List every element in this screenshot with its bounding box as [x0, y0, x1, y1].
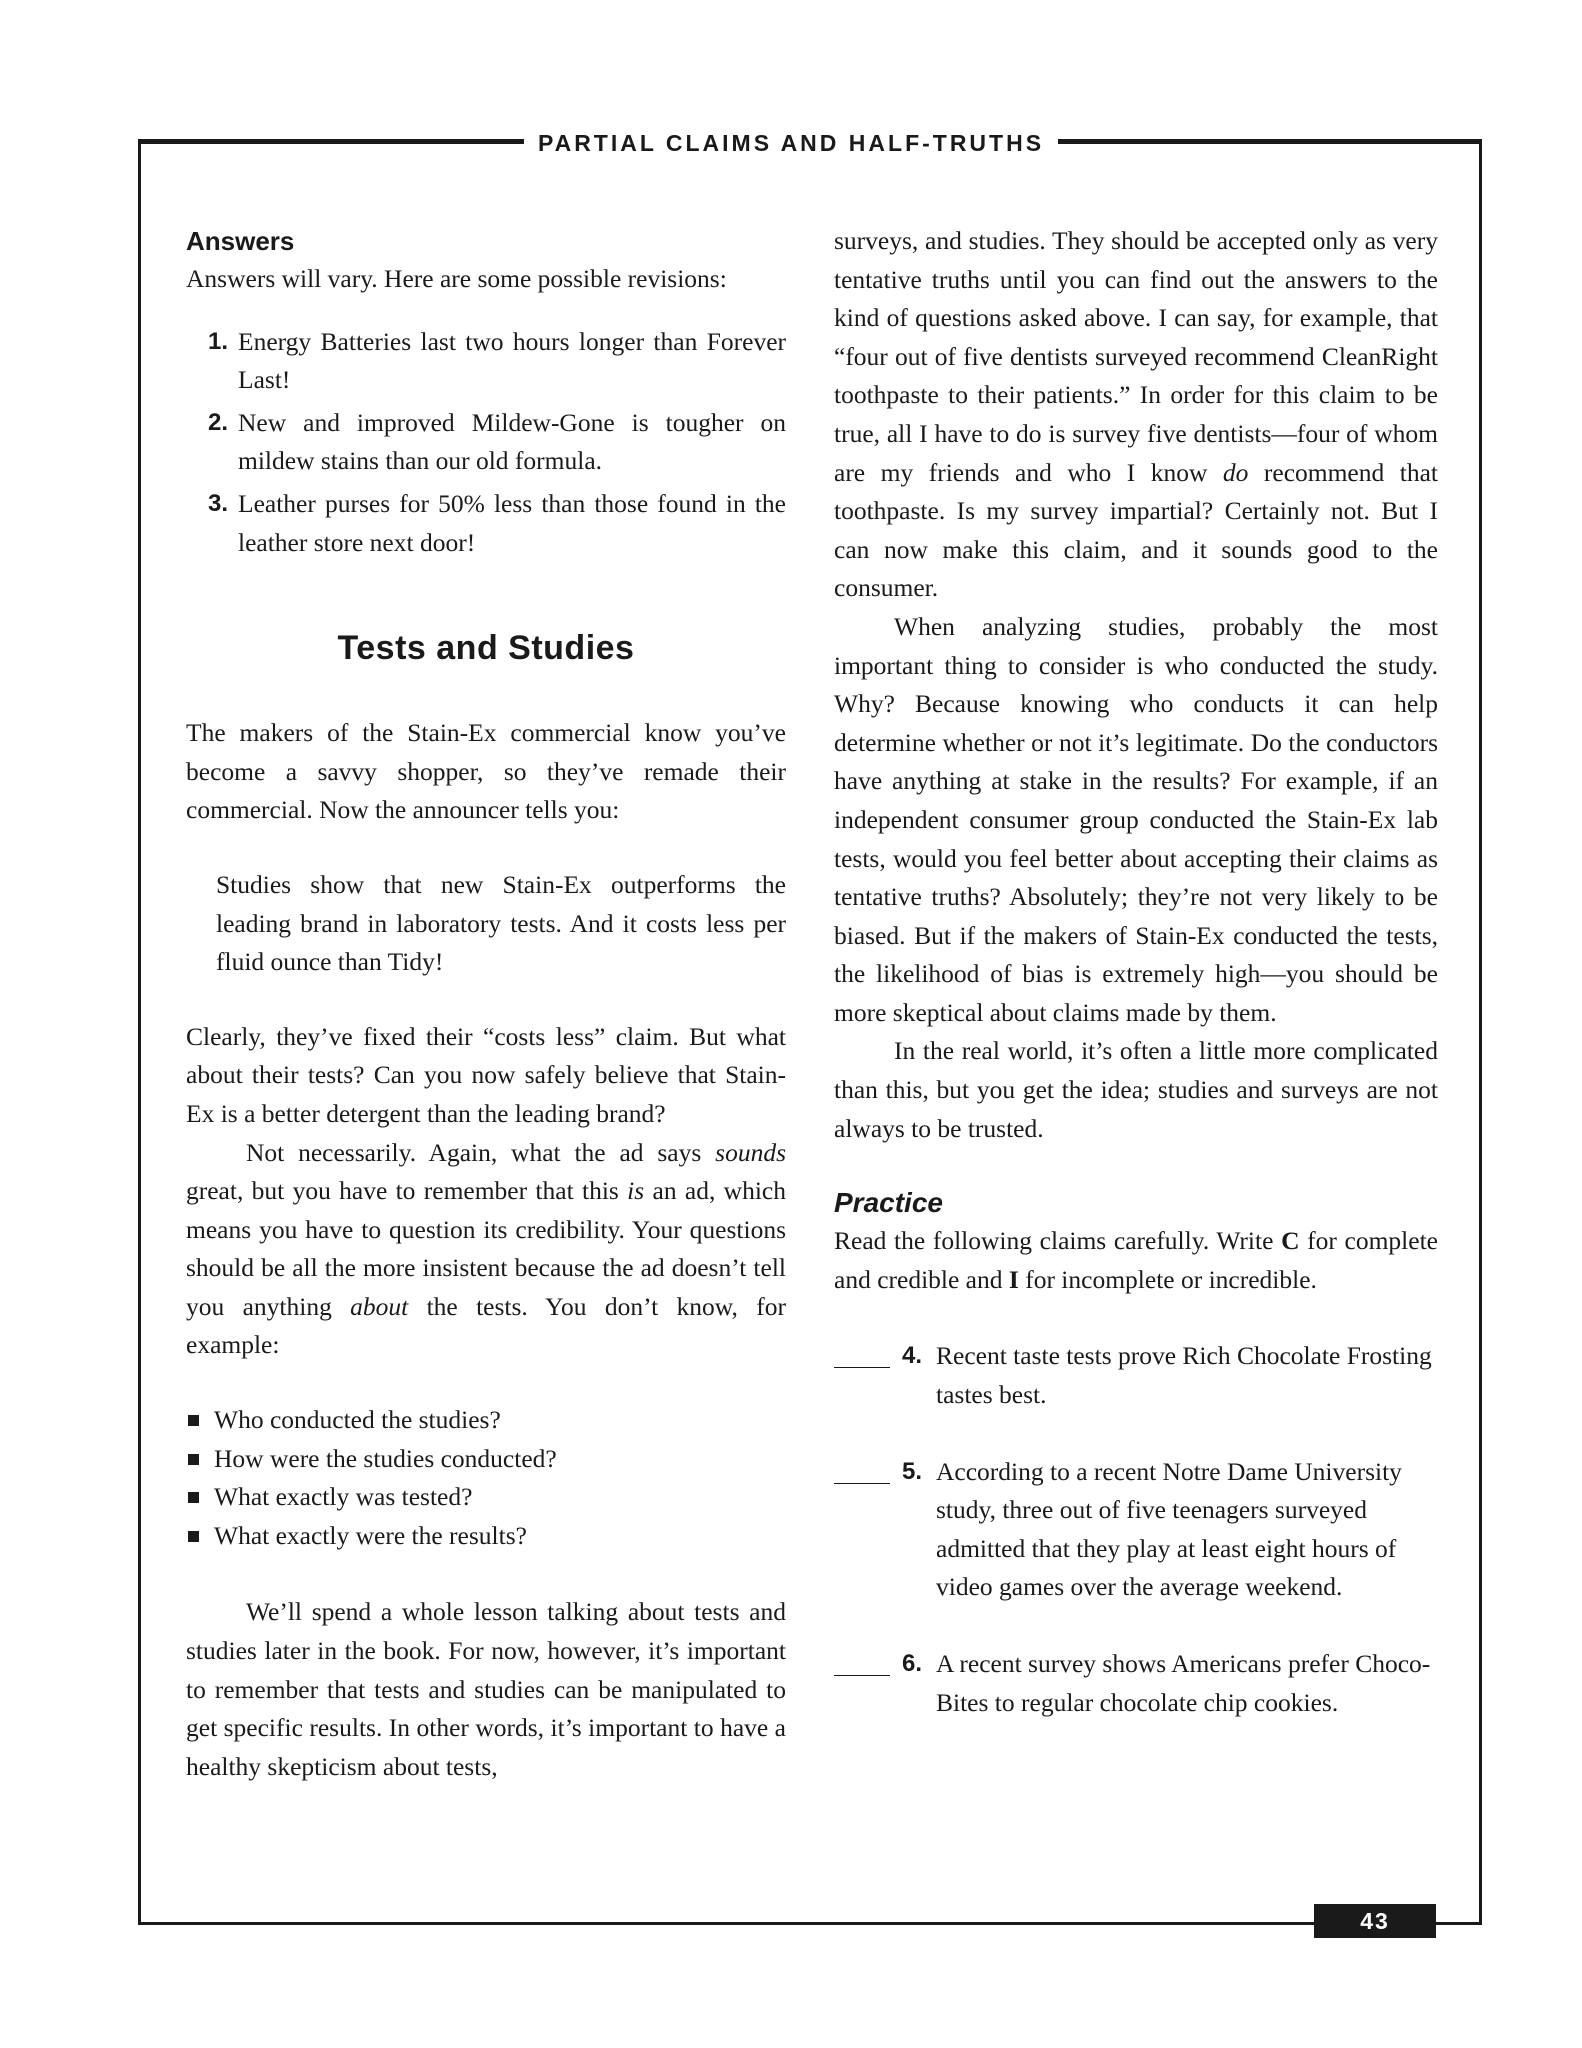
item-text: New and improved Mildew-Gone is tougher on mildew stains than our old formula. [238, 407, 786, 476]
practice-item [834, 1645, 1438, 1722]
emphasis: sounds [715, 1137, 786, 1167]
list-item [186, 485, 786, 562]
left-column [186, 222, 786, 1786]
item-number: 2. [208, 408, 229, 436]
list-item [186, 1478, 786, 1517]
emphasis: do [1222, 457, 1249, 487]
answer-blank[interactable] [834, 1483, 890, 1484]
bullet-square-icon [188, 1531, 199, 1542]
paragraph [186, 1134, 786, 1366]
paragraph: The makers of the Stain-Ex commercial know you’ve become a savvy shopper, so they’ve remade their commercial. Now the announcer tells you: [186, 718, 786, 825]
bullet-square-icon [188, 1415, 199, 1426]
text-run: recommend that toothpaste. Is my survey impartial? Certainly not. But I can now make this claim, and it sounds good to the consumer. [834, 457, 1438, 603]
bold-letter: C [1281, 1226, 1300, 1256]
item-text: What exactly was tested? [214, 1482, 473, 1512]
section-title: Tests and Studies [337, 629, 635, 668]
item-number: 5. [902, 1457, 923, 1485]
item-text: How were the studies conducted? [214, 1443, 557, 1473]
paragraph: In the real world, it’s often a little more complicated than this, but you get the idea; studies and surveys are not always to be trusted. [834, 1036, 1438, 1143]
item-text: A recent survey shows Americans prefer Choco-Bites to regular chocolate chip cookies. [936, 1649, 1431, 1717]
item-text: Recent taste tests prove Rich Chocolate Frosting tastes best. [936, 1341, 1432, 1410]
item-text: Who conducted the studies? [214, 1405, 501, 1435]
text-run: an ad, which means you have to question its credibility. Your questions should be all the more insistent because the ad doesn’t tell you anything [186, 1176, 786, 1321]
paragraph: Clearly, they’ve fixed their “costs less” claim. But what about their tests? Can you now safely believe that Stain-Ex is a better detergent than the leading brand? [186, 1021, 786, 1128]
item-text: According to a recent Notre Dame University study, three out of five teenagers surveyed admitted that they play at least eight hours of video games over the average weekend. [936, 1456, 1402, 1602]
page-number: 43 [1314, 1904, 1436, 1938]
paragraph: When analyzing studies, probably the most important thing to consider is who conducted the study. Why? Because knowing who conducts it can help determine whether or not it’s legitimate. Do the conductors have anything at stake in the results? For example, if an independent consumer group conducted the Stain-Ex lab tests, would you feel better about accepting their claims as tentative truths? Absolutely; they’re not very likely to be biased. But if the makers of Stain-Ex conducted the tests, the likelihood of bias is extremely high—you should be more skeptical about claims made by them. [834, 611, 1438, 1027]
right-column [834, 222, 1438, 1760]
item-number: 6. [902, 1650, 923, 1677]
list-item [186, 1440, 786, 1479]
list-item [186, 404, 786, 481]
bold-letter: I [1008, 1264, 1019, 1294]
emphasis: about [350, 1291, 409, 1321]
running-header [0, 127, 1582, 159]
practice-item [834, 1453, 1438, 1607]
item-number: 4. [902, 1342, 923, 1370]
ad-quote: Studies show that new Stain-Ex outperforms the leading brand in laboratory tests. And it costs less per fluid ounce than Tidy! [216, 869, 786, 977]
practice-heading: Practice [834, 1187, 943, 1219]
item-text: Leather purses for 50% less than those found in the leather store next door! [238, 488, 786, 557]
practice-intro [834, 1222, 1438, 1299]
emphasis: is [627, 1176, 645, 1206]
text-run: for incomplete or incredible. [1018, 1264, 1317, 1294]
paragraph [834, 222, 1438, 608]
list-item [186, 1401, 786, 1440]
text-run: Not necessarily. Again, what the ad says [246, 1137, 716, 1167]
text-run: Read the following claims carefully. Write [834, 1226, 1282, 1256]
questions-list [186, 1401, 786, 1555]
answer-blank[interactable] [834, 1367, 890, 1368]
list-item [186, 323, 786, 400]
answers-heading: Answers [186, 226, 295, 256]
text-run: surveys, and studies. They should be accepted only as very tentative truths until you can find out the answers to the kind of questions asked above. I can say, for example, that “four out of five dentists surveyed recommend CleanRight toothpaste to their patients.” In order for this claim to be true, all I have to do is survey five dentists—four of whom are my friends and who I know [834, 226, 1438, 487]
item-number: 1. [208, 327, 229, 355]
paragraph: We’ll spend a whole lesson talking about tests and studies later in the book. For now, however, it’s important to remember that tests and studies can be manipulated to get specific results. In other words, it’s important to have a healthy skepticism about tests, [186, 1597, 786, 1781]
bullet-square-icon [188, 1492, 199, 1503]
list-item [186, 1517, 786, 1556]
item-text: What exactly were the results? [214, 1520, 527, 1550]
text-run: for complete and credible and [834, 1226, 1438, 1294]
bullet-square-icon [188, 1454, 199, 1465]
practice-item [834, 1337, 1438, 1414]
text-run: great, but you have to remember that this [186, 1176, 628, 1206]
running-header-title: PARTIAL CLAIMS AND HALF-TRUTHS [524, 127, 1058, 159]
revisions-list [186, 323, 786, 563]
text-run: the tests. You don’t know, for example: [186, 1291, 786, 1360]
answer-blank[interactable] [834, 1675, 890, 1676]
item-number: 3. [208, 489, 229, 517]
item-text: Energy Batteries last two hours longer than Forever Last! [238, 326, 786, 395]
answers-intro: Answers will vary. Here are some possible revisions: [186, 264, 727, 293]
